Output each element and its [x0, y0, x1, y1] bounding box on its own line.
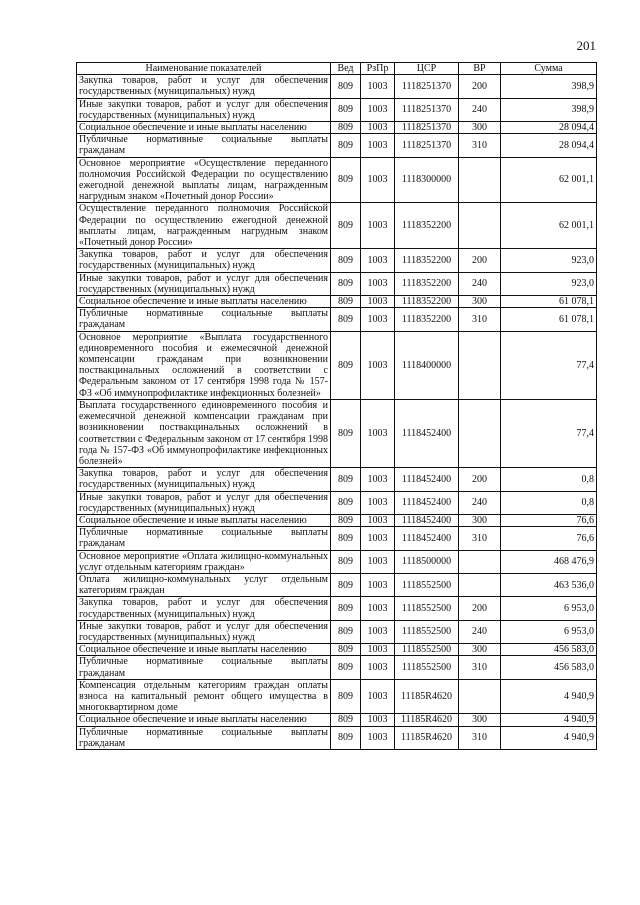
table-row — [77, 75, 597, 98]
cell-sum: 468 476,9 — [501, 550, 597, 573]
cell-rzpr: 1003 — [361, 468, 395, 491]
cell-sum: 0,8 — [501, 491, 597, 514]
cell-sum: 77,4 — [501, 399, 597, 467]
cell-sum: 77,4 — [501, 331, 597, 399]
table-row — [77, 331, 597, 399]
cell-csr: 1118300000 — [395, 157, 459, 203]
cell-rzpr: 1003 — [361, 620, 395, 643]
cell-vr: 310 — [459, 308, 501, 331]
cell-csr: 1118552500 — [395, 597, 459, 620]
cell-vr: 310 — [459, 134, 501, 157]
cell-name: Основное мероприятие «Оплата жилищно-коммунальных услуг отдельным категориям граждан» — [77, 550, 331, 573]
header-rzpr: РзПр — [361, 63, 395, 75]
cell-ved: 809 — [331, 527, 361, 550]
cell-vr: 200 — [459, 249, 501, 272]
table-row — [77, 249, 597, 272]
cell-rzpr: 1003 — [361, 644, 395, 656]
cell-name: Публичные нормативные социальные выплаты гражданам — [77, 527, 331, 550]
table-row — [77, 527, 597, 550]
cell-rzpr: 1003 — [361, 203, 395, 249]
cell-csr: 1118251370 — [395, 75, 459, 98]
cell-sum: 456 583,0 — [501, 656, 597, 679]
cell-ved: 809 — [331, 296, 361, 308]
header-name: Наименование показателей — [77, 63, 331, 75]
table-row — [77, 573, 597, 596]
cell-vr — [459, 399, 501, 467]
cell-name: Публичные нормативные социальные выплаты гражданам — [77, 134, 331, 157]
cell-csr: 1118352200 — [395, 308, 459, 331]
cell-vr: 300 — [459, 644, 501, 656]
cell-vr — [459, 203, 501, 249]
cell-name: Публичные нормативные социальные выплаты гражданам — [77, 726, 331, 749]
cell-ved: 809 — [331, 308, 361, 331]
cell-sum: 6 953,0 — [501, 597, 597, 620]
cell-rzpr: 1003 — [361, 679, 395, 714]
cell-csr: 1118352200 — [395, 249, 459, 272]
cell-rzpr: 1003 — [361, 331, 395, 399]
cell-name: Закупка товаров, работ и услуг для обеспечения государственных (муниципальных) нужд — [77, 597, 331, 620]
cell-rzpr: 1003 — [361, 98, 395, 121]
cell-vr: 200 — [459, 468, 501, 491]
table-row — [77, 203, 597, 249]
cell-ved: 809 — [331, 399, 361, 467]
cell-sum: 6 953,0 — [501, 620, 597, 643]
table-row — [77, 468, 597, 491]
table-row — [77, 656, 597, 679]
cell-sum: 398,9 — [501, 75, 597, 98]
cell-name: Осуществление переданного полномочия Российской Федерации по осуществлению ежегодной денежной выплаты лицам, награжденным нагрудным знаком «Почетный донор России» — [77, 203, 331, 249]
cell-rzpr: 1003 — [361, 597, 395, 620]
cell-vr: 300 — [459, 122, 501, 134]
cell-name: Иные закупки товаров, работ и услуг для обеспечения государственных (муниципальных) нужд — [77, 491, 331, 514]
cell-sum: 28 094,4 — [501, 134, 597, 157]
cell-vr: 240 — [459, 620, 501, 643]
cell-vr: 310 — [459, 527, 501, 550]
cell-rzpr: 1003 — [361, 134, 395, 157]
cell-vr: 200 — [459, 75, 501, 98]
cell-vr: 240 — [459, 272, 501, 295]
cell-ved: 809 — [331, 656, 361, 679]
cell-sum: 398,9 — [501, 98, 597, 121]
cell-csr: 1118452400 — [395, 491, 459, 514]
cell-sum: 61 078,1 — [501, 296, 597, 308]
header-csr: ЦСР — [395, 63, 459, 75]
cell-sum: 456 583,0 — [501, 644, 597, 656]
cell-sum: 61 078,1 — [501, 308, 597, 331]
cell-rzpr: 1003 — [361, 491, 395, 514]
cell-name: Социальное обеспечение и иные выплаты населению — [77, 644, 331, 656]
cell-ved: 809 — [331, 714, 361, 726]
cell-ved: 809 — [331, 550, 361, 573]
cell-ved: 809 — [331, 726, 361, 749]
cell-name: Публичные нормативные социальные выплаты гражданам — [77, 656, 331, 679]
cell-csr: 1118552500 — [395, 620, 459, 643]
cell-sum: 62 001,1 — [501, 157, 597, 203]
cell-sum: 923,0 — [501, 272, 597, 295]
cell-csr: 11185R4620 — [395, 714, 459, 726]
table-row — [77, 272, 597, 295]
cell-csr: 1118452400 — [395, 514, 459, 526]
cell-csr: 1118352200 — [395, 272, 459, 295]
cell-sum: 76,6 — [501, 514, 597, 526]
cell-ved: 809 — [331, 272, 361, 295]
table-row — [77, 620, 597, 643]
cell-name: Закупка товаров, работ и услуг для обеспечения государственных (муниципальных) нужд — [77, 75, 331, 98]
cell-name: Социальное обеспечение и иные выплаты населению — [77, 122, 331, 134]
cell-rzpr: 1003 — [361, 122, 395, 134]
table-row — [77, 550, 597, 573]
table-row — [77, 644, 597, 656]
table-body — [77, 75, 597, 750]
header-sum: Сумма — [501, 63, 597, 75]
cell-vr — [459, 550, 501, 573]
cell-sum: 4 940,9 — [501, 714, 597, 726]
table-row — [77, 597, 597, 620]
table-row — [77, 399, 597, 467]
cell-vr — [459, 679, 501, 714]
cell-ved: 809 — [331, 249, 361, 272]
cell-ved: 809 — [331, 331, 361, 399]
table-header — [77, 63, 597, 75]
cell-ved: 809 — [331, 679, 361, 714]
cell-vr — [459, 331, 501, 399]
table-row — [77, 122, 597, 134]
cell-name: Выплата государственного единовременного пособия и ежемесячной денежной компенсации гражданам при возникновении поствакцинальных осложнений в соответствии с Федеральным законом от 17 сентября 1998 года № 157-ФЗ «Об иммунопрофилактике инфекционных болезней» — [77, 399, 331, 467]
cell-csr: 1118552500 — [395, 656, 459, 679]
table-row — [77, 98, 597, 121]
cell-name: Компенсация отдельным категориям граждан оплаты взноса на капитальный ремонт общего имущества в многоквартирном доме — [77, 679, 331, 714]
cell-name: Социальное обеспечение и иные выплаты населению — [77, 714, 331, 726]
table-row — [77, 714, 597, 726]
cell-vr: 240 — [459, 98, 501, 121]
cell-ved: 809 — [331, 98, 361, 121]
cell-csr: 11185R4620 — [395, 726, 459, 749]
cell-name: Социальное обеспечение и иные выплаты населению — [77, 514, 331, 526]
table-row — [77, 308, 597, 331]
cell-name: Закупка товаров, работ и услуг для обеспечения государственных (муниципальных) нужд — [77, 249, 331, 272]
cell-ved: 809 — [331, 157, 361, 203]
cell-vr: 200 — [459, 597, 501, 620]
table-row — [77, 296, 597, 308]
cell-csr: 1118452400 — [395, 527, 459, 550]
cell-csr: 11185R4620 — [395, 679, 459, 714]
cell-csr: 1118251370 — [395, 98, 459, 121]
cell-name: Основное мероприятие «Выплата государственного единовременного пособия и ежемесячной денежной компенсации гражданам при возникновении поствакцинальных осложнений в соответствии с Федеральным законом от 17 сентября 1998 года № 157-ФЗ «Об иммунопрофилактике инфекционных болезней» — [77, 331, 331, 399]
cell-sum: 923,0 — [501, 249, 597, 272]
cell-csr: 1118452400 — [395, 468, 459, 491]
header-ved: Вед — [331, 63, 361, 75]
cell-name: Публичные нормативные социальные выплаты гражданам — [77, 308, 331, 331]
cell-vr: 240 — [459, 491, 501, 514]
cell-ved: 809 — [331, 644, 361, 656]
cell-name: Основное мероприятие «Осуществление переданного полномочия Российской Федерации по осуществлению ежегодной денежной выплаты лицам, награжденным нагрудным знаком «Почетный донор России» — [77, 157, 331, 203]
cell-csr: 1118400000 — [395, 331, 459, 399]
cell-rzpr: 1003 — [361, 75, 395, 98]
table-row — [77, 514, 597, 526]
cell-rzpr: 1003 — [361, 550, 395, 573]
cell-csr: 1118251370 — [395, 122, 459, 134]
cell-vr — [459, 573, 501, 596]
cell-csr: 1118552500 — [395, 644, 459, 656]
cell-rzpr: 1003 — [361, 573, 395, 596]
cell-ved: 809 — [331, 203, 361, 249]
cell-sum: 0,8 — [501, 468, 597, 491]
table-row — [77, 134, 597, 157]
cell-name: Оплата жилищно-коммунальных услуг отдельным категориям граждан — [77, 573, 331, 596]
cell-sum: 463 536,0 — [501, 573, 597, 596]
cell-vr: 300 — [459, 514, 501, 526]
cell-rzpr: 1003 — [361, 308, 395, 331]
cell-rzpr: 1003 — [361, 157, 395, 203]
cell-ved: 809 — [331, 75, 361, 98]
cell-sum: 4 940,9 — [501, 679, 597, 714]
cell-ved: 809 — [331, 620, 361, 643]
header-vr: ВР — [459, 63, 501, 75]
cell-sum: 76,6 — [501, 527, 597, 550]
cell-rzpr: 1003 — [361, 527, 395, 550]
cell-ved: 809 — [331, 597, 361, 620]
cell-csr: 1118352200 — [395, 296, 459, 308]
cell-ved: 809 — [331, 468, 361, 491]
cell-csr: 1118452400 — [395, 399, 459, 467]
cell-csr: 1118500000 — [395, 550, 459, 573]
cell-name: Иные закупки товаров, работ и услуг для обеспечения государственных (муниципальных) нужд — [77, 98, 331, 121]
cell-sum: 62 001,1 — [501, 203, 597, 249]
cell-rzpr: 1003 — [361, 656, 395, 679]
cell-name: Социальное обеспечение и иные выплаты населению — [77, 296, 331, 308]
cell-name: Закупка товаров, работ и услуг для обеспечения государственных (муниципальных) нужд — [77, 468, 331, 491]
cell-rzpr: 1003 — [361, 249, 395, 272]
cell-name: Иные закупки товаров, работ и услуг для обеспечения государственных (муниципальных) нужд — [77, 620, 331, 643]
cell-vr: 300 — [459, 296, 501, 308]
cell-ved: 809 — [331, 573, 361, 596]
cell-vr: 300 — [459, 714, 501, 726]
table-row — [77, 157, 597, 203]
cell-vr — [459, 157, 501, 203]
cell-ved: 809 — [331, 491, 361, 514]
cell-rzpr: 1003 — [361, 714, 395, 726]
cell-csr: 1118352200 — [395, 203, 459, 249]
cell-vr: 310 — [459, 726, 501, 749]
cell-sum: 28 094,4 — [501, 122, 597, 134]
cell-name: Иные закупки товаров, работ и услуг для обеспечения государственных (муниципальных) нужд — [77, 272, 331, 295]
budget-table — [76, 62, 597, 750]
cell-rzpr: 1003 — [361, 514, 395, 526]
cell-sum: 4 940,9 — [501, 726, 597, 749]
cell-csr: 1118251370 — [395, 134, 459, 157]
table-row — [77, 726, 597, 749]
cell-rzpr: 1003 — [361, 399, 395, 467]
cell-rzpr: 1003 — [361, 296, 395, 308]
cell-csr: 1118552500 — [395, 573, 459, 596]
cell-ved: 809 — [331, 134, 361, 157]
cell-rzpr: 1003 — [361, 726, 395, 749]
cell-ved: 809 — [331, 514, 361, 526]
table-row — [77, 491, 597, 514]
page-number: 201 — [576, 38, 596, 53]
table-row — [77, 679, 597, 714]
header-row — [77, 63, 597, 75]
cell-ved: 809 — [331, 122, 361, 134]
cell-rzpr: 1003 — [361, 272, 395, 295]
cell-vr: 310 — [459, 656, 501, 679]
